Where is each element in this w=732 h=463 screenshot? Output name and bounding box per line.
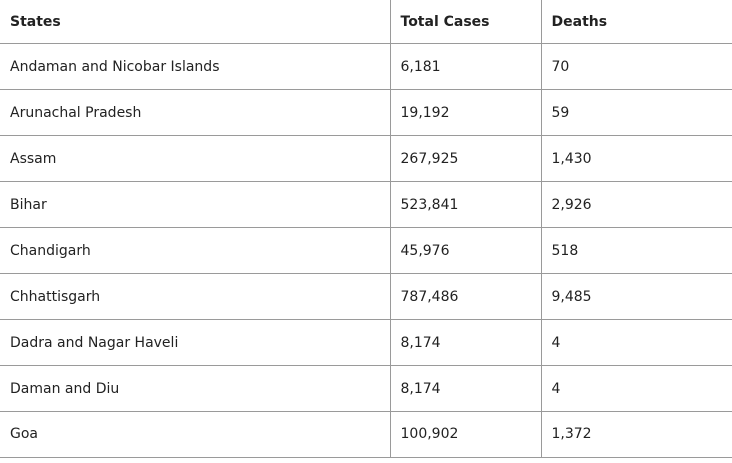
- cell-total-cases: 100,902: [390, 412, 541, 458]
- cell-state: Bihar: [0, 182, 390, 228]
- cell-state: Daman and Diu: [0, 366, 390, 412]
- cell-total-cases: 6,181: [390, 44, 541, 90]
- cell-state: Andaman and Nicobar Islands: [0, 44, 390, 90]
- cell-total-cases: 787,486: [390, 274, 541, 320]
- header-total-cases: Total Cases: [390, 0, 541, 44]
- table-row: [0, 44, 732, 90]
- cell-total-cases: 8,174: [390, 366, 541, 412]
- cell-state: Arunachal Pradesh: [0, 90, 390, 136]
- cell-total-cases: 19,192: [390, 90, 541, 136]
- table-row: [0, 320, 732, 366]
- cell-deaths: 70: [541, 44, 732, 90]
- table-header-row: [0, 0, 732, 44]
- cell-total-cases: 45,976: [390, 228, 541, 274]
- cell-state: Chhattisgarh: [0, 274, 390, 320]
- cell-deaths: 9,485: [541, 274, 732, 320]
- cell-state: Goa: [0, 412, 390, 458]
- cell-deaths: 518: [541, 228, 732, 274]
- cell-deaths: 4: [541, 366, 732, 412]
- header-states: States: [0, 0, 390, 44]
- table-row: [0, 90, 732, 136]
- header-deaths: Deaths: [541, 0, 732, 44]
- table-row: [0, 274, 732, 320]
- cell-total-cases: 267,925: [390, 136, 541, 182]
- cell-total-cases: 523,841: [390, 182, 541, 228]
- table-row: [0, 366, 732, 412]
- cell-deaths: 4: [541, 320, 732, 366]
- table-row: [0, 412, 732, 458]
- table-row: [0, 182, 732, 228]
- cell-deaths: 1,430: [541, 136, 732, 182]
- cell-state: Dadra and Nagar Haveli: [0, 320, 390, 366]
- cell-deaths: 59: [541, 90, 732, 136]
- cell-total-cases: 8,174: [390, 320, 541, 366]
- cell-state: Chandigarh: [0, 228, 390, 274]
- table-row: [0, 228, 732, 274]
- cell-deaths: 2,926: [541, 182, 732, 228]
- table-row: [0, 136, 732, 182]
- cell-deaths: 1,372: [541, 412, 732, 458]
- cell-state: Assam: [0, 136, 390, 182]
